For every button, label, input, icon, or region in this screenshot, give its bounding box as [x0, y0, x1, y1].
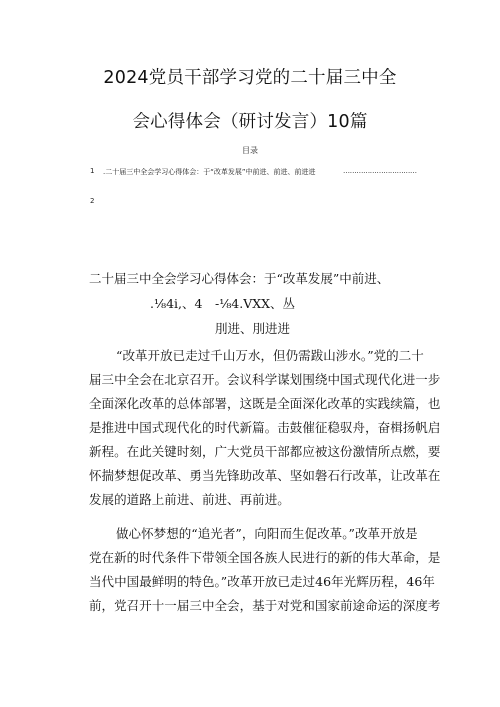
- article-subtitle-line-1: 二十届三中全会学习心得体会：于“改革发展”中前进、: [89, 271, 390, 286]
- document-title-line-1: 2024党员干部学习党的二十届三中全: [103, 68, 397, 88]
- toc-heading: 目录: [242, 146, 258, 155]
- document-title-line-2: 会心得体会（研讨发言）10篇: [132, 112, 368, 132]
- paragraph-2-line-4: 前，党召开十一届三中全会，基于对党和国家前途命运的深度考: [89, 598, 441, 613]
- toc-item-1-text: .二十届三中全会学习心得体会：于“改革发展”中前进、前进、前进进: [103, 168, 316, 176]
- paragraph-1-line-5: 新程。在此关键时刻，广大党员干部都应被这份激情所点燃，要: [89, 444, 441, 459]
- paragraph-1-line-7: 发展的道路上前进、前进、再前进。: [89, 492, 290, 507]
- article-subtitle-line-3: 刖进、刖进进: [215, 321, 291, 336]
- paragraph-1-line-6: 怀揣梦想促改革、勇当先锋助改革、坚如磐石行改革，让改革在: [89, 468, 441, 483]
- paragraph-2-line-1: 做心怀梦想的“追光者”，向阳而生促改革。”改革开放是: [116, 526, 418, 541]
- paragraph-1-line-2: 届三中全会在北京召开。会议科学谋划围绕中国式现代化进一步: [89, 372, 441, 387]
- paragraph-1-line-4: 是推进中国式现代化的时代新篇。击鼓催征稳驭舟，奋楫扬帆启: [89, 420, 441, 435]
- paragraph-1-line-3: 全面深化改革的总体部署，这既是全面深化改革的实践续篇，也: [89, 396, 441, 411]
- paragraph-1-line-1: “改革开放已走过千山万水，但仍需跋山涉水。”党的二十: [116, 348, 424, 363]
- paragraph-2-line-2: 党在新的时代条件下带领全国各族人民进行的新的伟大革命，是: [89, 550, 441, 565]
- toc-item-1-leader-dots: ……………………………: [343, 167, 417, 175]
- article-subtitle-line-2: .⅛4i,、4 -⅛4.VXX、丛: [150, 296, 296, 311]
- toc-item-1-number: 1: [90, 167, 95, 175]
- paragraph-2-line-3: 当代中国最鲜明的特色。”改革开放已走过46年光辉历程，46年: [89, 574, 435, 589]
- toc-item-1[interactable]: [90, 167, 420, 178]
- toc-item-2-number[interactable]: 2: [90, 197, 95, 205]
